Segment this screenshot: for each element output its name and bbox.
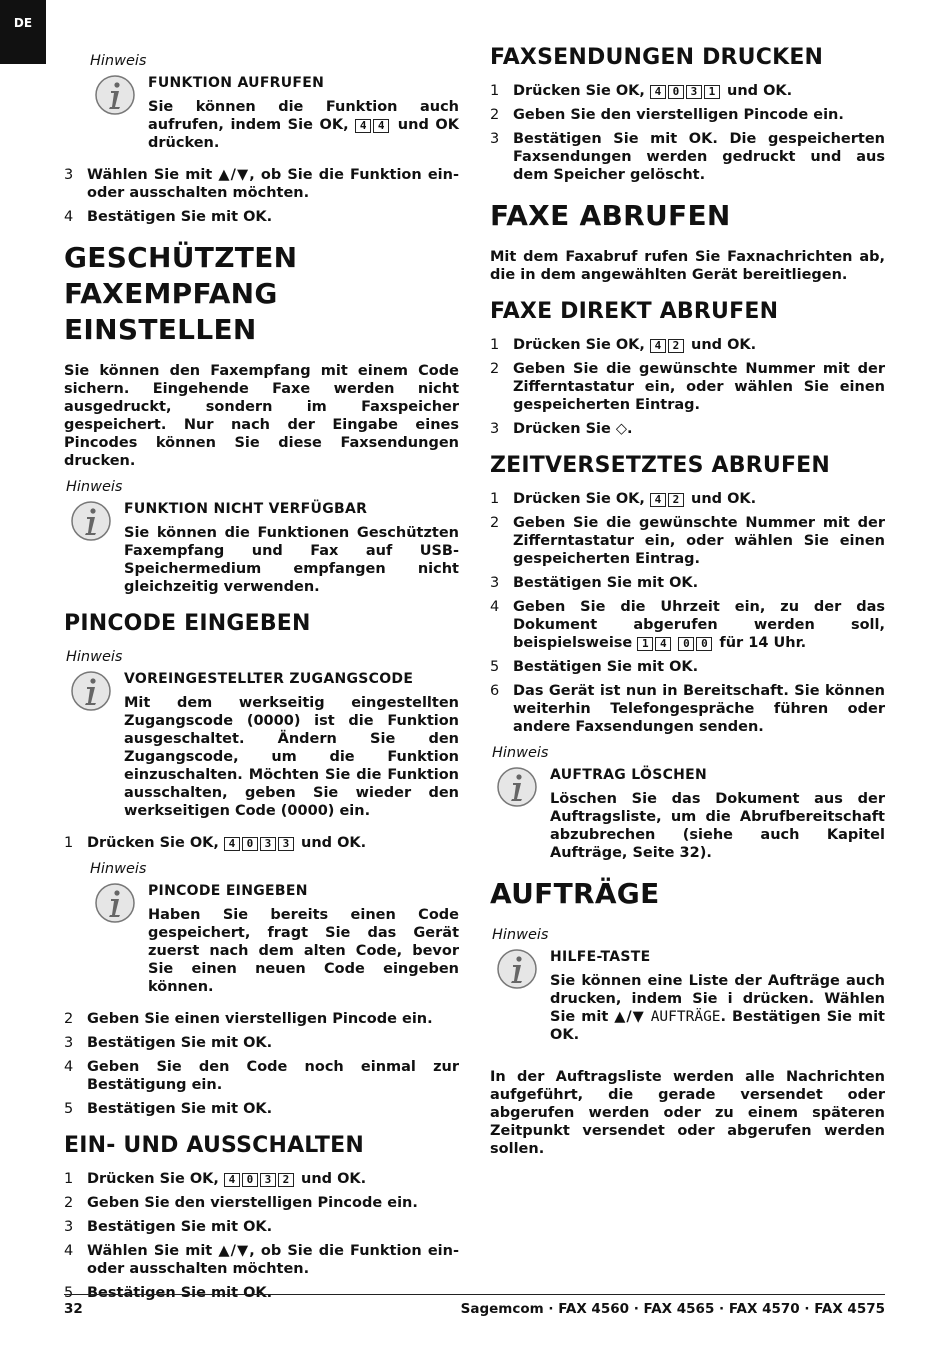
key: 0	[696, 637, 712, 651]
note-text: Sie können eine Liste der Aufträge auch drucken, indem Sie i drücken. Wählen Sie mit ▲/▼ AUFTRÄGE. Bestätigen Sie mit OK.	[550, 973, 885, 1043]
info-icon	[94, 882, 136, 924]
key: 4	[655, 637, 671, 651]
key: 4	[650, 493, 666, 507]
note-voreingestellter-zugangscode	[64, 648, 459, 820]
info-icon	[496, 766, 538, 808]
list-item: 3 Bestätigen Sie mit OK.	[64, 1219, 273, 1235]
steps-list	[490, 82, 885, 184]
info-icon	[70, 500, 112, 542]
steps-list	[64, 166, 459, 226]
info-icon	[70, 670, 112, 712]
note-label: Hinweis	[90, 53, 147, 69]
note-label: Hinweis	[492, 927, 549, 943]
key: 4	[224, 837, 240, 851]
key: 0	[242, 837, 258, 851]
note-label: Hinweis	[90, 861, 147, 877]
list-item: 1 Drücken Sie OK, 4 2 und OK.	[490, 491, 757, 507]
info-icon	[94, 74, 136, 116]
intro-paragraph: Mit dem Faxabruf rufen Sie Faxnachrichten ab, die in dem angewählten Gerät bereitliegen.	[490, 249, 885, 283]
list-item: 3 Bestätigen Sie mit OK.	[490, 575, 699, 591]
key-4: 4	[355, 119, 371, 133]
list-item: 3 Bestätigen Sie mit OK.	[64, 1035, 273, 1051]
note-text: Sie können die Funktionen Geschützten Faxempfang und Fax auf USB-Speichermedium empfangen nicht gleichzeitig verwenden.	[124, 525, 459, 595]
subsection-heading: FAXSENDUNGEN DRUCKEN	[490, 45, 824, 70]
footer-brand: Sagemcom · FAX 4560 · FAX 4565 · FAX 4570 · FAX 4575	[460, 1301, 885, 1317]
key: 3	[278, 837, 294, 851]
list-item: 3 Bestätigen Sie mit OK. Die gespeicherten Faxsendungen werden gedruckt und aus dem Speicher gelöscht.	[490, 131, 885, 183]
list-item: 3 Wählen Sie mit ▲/▼, ob Sie die Funktion ein- oder ausschalten möchten.	[64, 167, 459, 201]
subsection-heading: ZEITVERSETZTES ABRUFEN	[490, 453, 831, 478]
key: 1	[704, 85, 720, 99]
key: 4	[650, 339, 666, 353]
key: 0	[242, 1173, 258, 1187]
list-item: 6 Das Gerät ist nun in Bereitschaft. Sie können weiterhin Telefongespräche führen oder andere Faxsendungen senden.	[490, 683, 885, 735]
key: 2	[668, 339, 684, 353]
steps-list	[490, 336, 885, 438]
note-label: Hinweis	[66, 649, 123, 665]
key: 0	[678, 637, 694, 651]
key-4: 4	[373, 119, 389, 133]
note-text: Haben Sie bereits einen Code gespeichert, fragt Sie das Gerät zuerst nach dem alten Code, bevor Sie einen neuen Code eingeben können.	[148, 907, 459, 995]
note-title: PINCODE EINGEBEN	[148, 883, 308, 899]
steps-list	[490, 490, 885, 736]
note-auftrag-loeschen	[490, 744, 885, 862]
key: 3	[260, 837, 276, 851]
list-item: 1 Drücken Sie OK, 4 0 3 3 und OK.	[64, 835, 367, 851]
list-item: 4 Bestätigen Sie mit OK.	[64, 209, 273, 225]
right-column	[490, 44, 885, 1166]
key: 3	[260, 1173, 276, 1187]
page-number: 32	[64, 1301, 83, 1317]
steps-list	[64, 1170, 459, 1302]
key: 2	[668, 493, 684, 507]
note-pincode-eingeben	[88, 860, 459, 996]
list-item: 2 Geben Sie die gewünschte Nummer mit der Zifferntastatur ein, oder wählen Sie einen gespeicherten Eintrag.	[490, 515, 885, 567]
list-item: 2 Geben Sie den vierstelligen Pincode ein.	[64, 1195, 418, 1211]
subsection-heading: FAXE DIREKT ABRUFEN	[490, 299, 779, 324]
steps-list	[64, 1010, 459, 1118]
note-label: Hinweis	[66, 479, 123, 495]
note-title: HILFE-TASTE	[550, 949, 651, 965]
list-item: 5 Bestätigen Sie mit OK.	[490, 659, 699, 675]
section-heading: GESCHÜTZTEN FAXEMPFANG EINSTELLEN	[64, 241, 298, 346]
note-funktion-nicht-verfuegbar	[64, 478, 459, 596]
language-tab: DE	[0, 0, 46, 64]
list-item: 4 Geben Sie den Code noch einmal zur Bestätigung ein.	[64, 1059, 459, 1093]
list-item: 4 Geben Sie die Uhrzeit ein, zu der das Dokument abgerufen werden soll, beispielsweise 1 4 0 0 für 14 Uhr.	[490, 599, 885, 651]
intro-paragraph: Sie können den Faxempfang mit einem Code sichern. Eingehende Faxe werden nicht ausgedruckt, sondern im Faxspeicher gespeichert. Nur nach der Eingabe eines Pincodes können Sie diese Faxsendungen drucken.	[64, 363, 459, 469]
list-item: 5 Bestätigen Sie mit OK.	[64, 1285, 273, 1301]
footer-rule	[64, 1294, 885, 1295]
note-text: Löschen Sie das Dokument aus der Auftragsliste, um die Abrufbereitschaft abzubrechen (siehe auch Kapitel Aufträge, Seite 32).	[550, 791, 885, 861]
note-title: FUNKTION NICHT VERFÜGBAR	[124, 501, 368, 517]
steps-list	[64, 834, 459, 852]
key: 4	[650, 85, 666, 99]
section-heading: AUFTRÄGE	[490, 877, 660, 910]
list-item: 3 Drücken Sie ◇.	[490, 421, 633, 437]
note-text: Sie können die Funktion auch aufrufen, indem Sie OK, 4 4 und OK drücken.	[148, 99, 459, 151]
list-item: 1 Drücken Sie OK, 4 0 3 2 und OK.	[64, 1171, 367, 1187]
list-item: 2 Geben Sie die gewünschte Nummer mit der Zifferntastatur ein, oder wählen Sie einen gespeicherten Eintrag.	[490, 361, 885, 413]
list-item: 4 Wählen Sie mit ▲/▼, ob Sie die Funktion ein- oder ausschalten möchten.	[64, 1243, 459, 1277]
outro-paragraph: In der Auftragsliste werden alle Nachrichten aufgeführt, die gerade versendet oder abgerufen werden oder zu einem späteren Zeitpunkt versendet oder abgerufen werden sollen.	[490, 1069, 885, 1157]
note-title: VOREINGESTELLTER ZUGANGSCODE	[124, 671, 414, 687]
note-title: FUNKTION AUFRUFEN	[148, 75, 325, 91]
note-text: Mit dem werkseitig eingestellten Zugangscode (0000) ist die Funktion ausgeschaltet. Ändern Sie den Zugangscode, um die Funktion einzuschalten. Möchten Sie die Funktion ausschalten, geben Sie wieder den werkseitigen Code (0000) ein.	[124, 695, 459, 819]
list-item: 2 Geben Sie den vierstelligen Pincode ein.	[490, 107, 844, 123]
note-funktion-aufrufen	[88, 52, 459, 152]
section-heading: FAXE ABRUFEN	[490, 199, 731, 232]
key: 1	[637, 637, 653, 651]
note-title: AUFTRAG LÖSCHEN	[550, 767, 708, 783]
list-item: 1 Drücken Sie OK, 4 2 und OK.	[490, 337, 757, 353]
key: 3	[686, 85, 702, 99]
info-icon	[496, 948, 538, 990]
note-label: Hinweis	[492, 745, 549, 761]
key: 0	[668, 85, 684, 99]
subsection-heading: EIN- UND AUSSCHALTEN	[64, 1133, 364, 1158]
note-hilfe-taste	[490, 926, 885, 1044]
key: 4	[224, 1173, 240, 1187]
list-item: 1 Drücken Sie OK, 4 0 3 1 und OK.	[490, 83, 793, 99]
display-menu-text: AUFTRÄGE	[650, 1009, 721, 1025]
key: 2	[278, 1173, 294, 1187]
subsection-heading: PINCODE EINGEBEN	[64, 611, 311, 636]
left-column	[64, 44, 459, 1308]
list-item: 5 Bestätigen Sie mit OK.	[64, 1101, 273, 1117]
list-item: 2 Geben Sie einen vierstelligen Pincode ein.	[64, 1011, 433, 1027]
